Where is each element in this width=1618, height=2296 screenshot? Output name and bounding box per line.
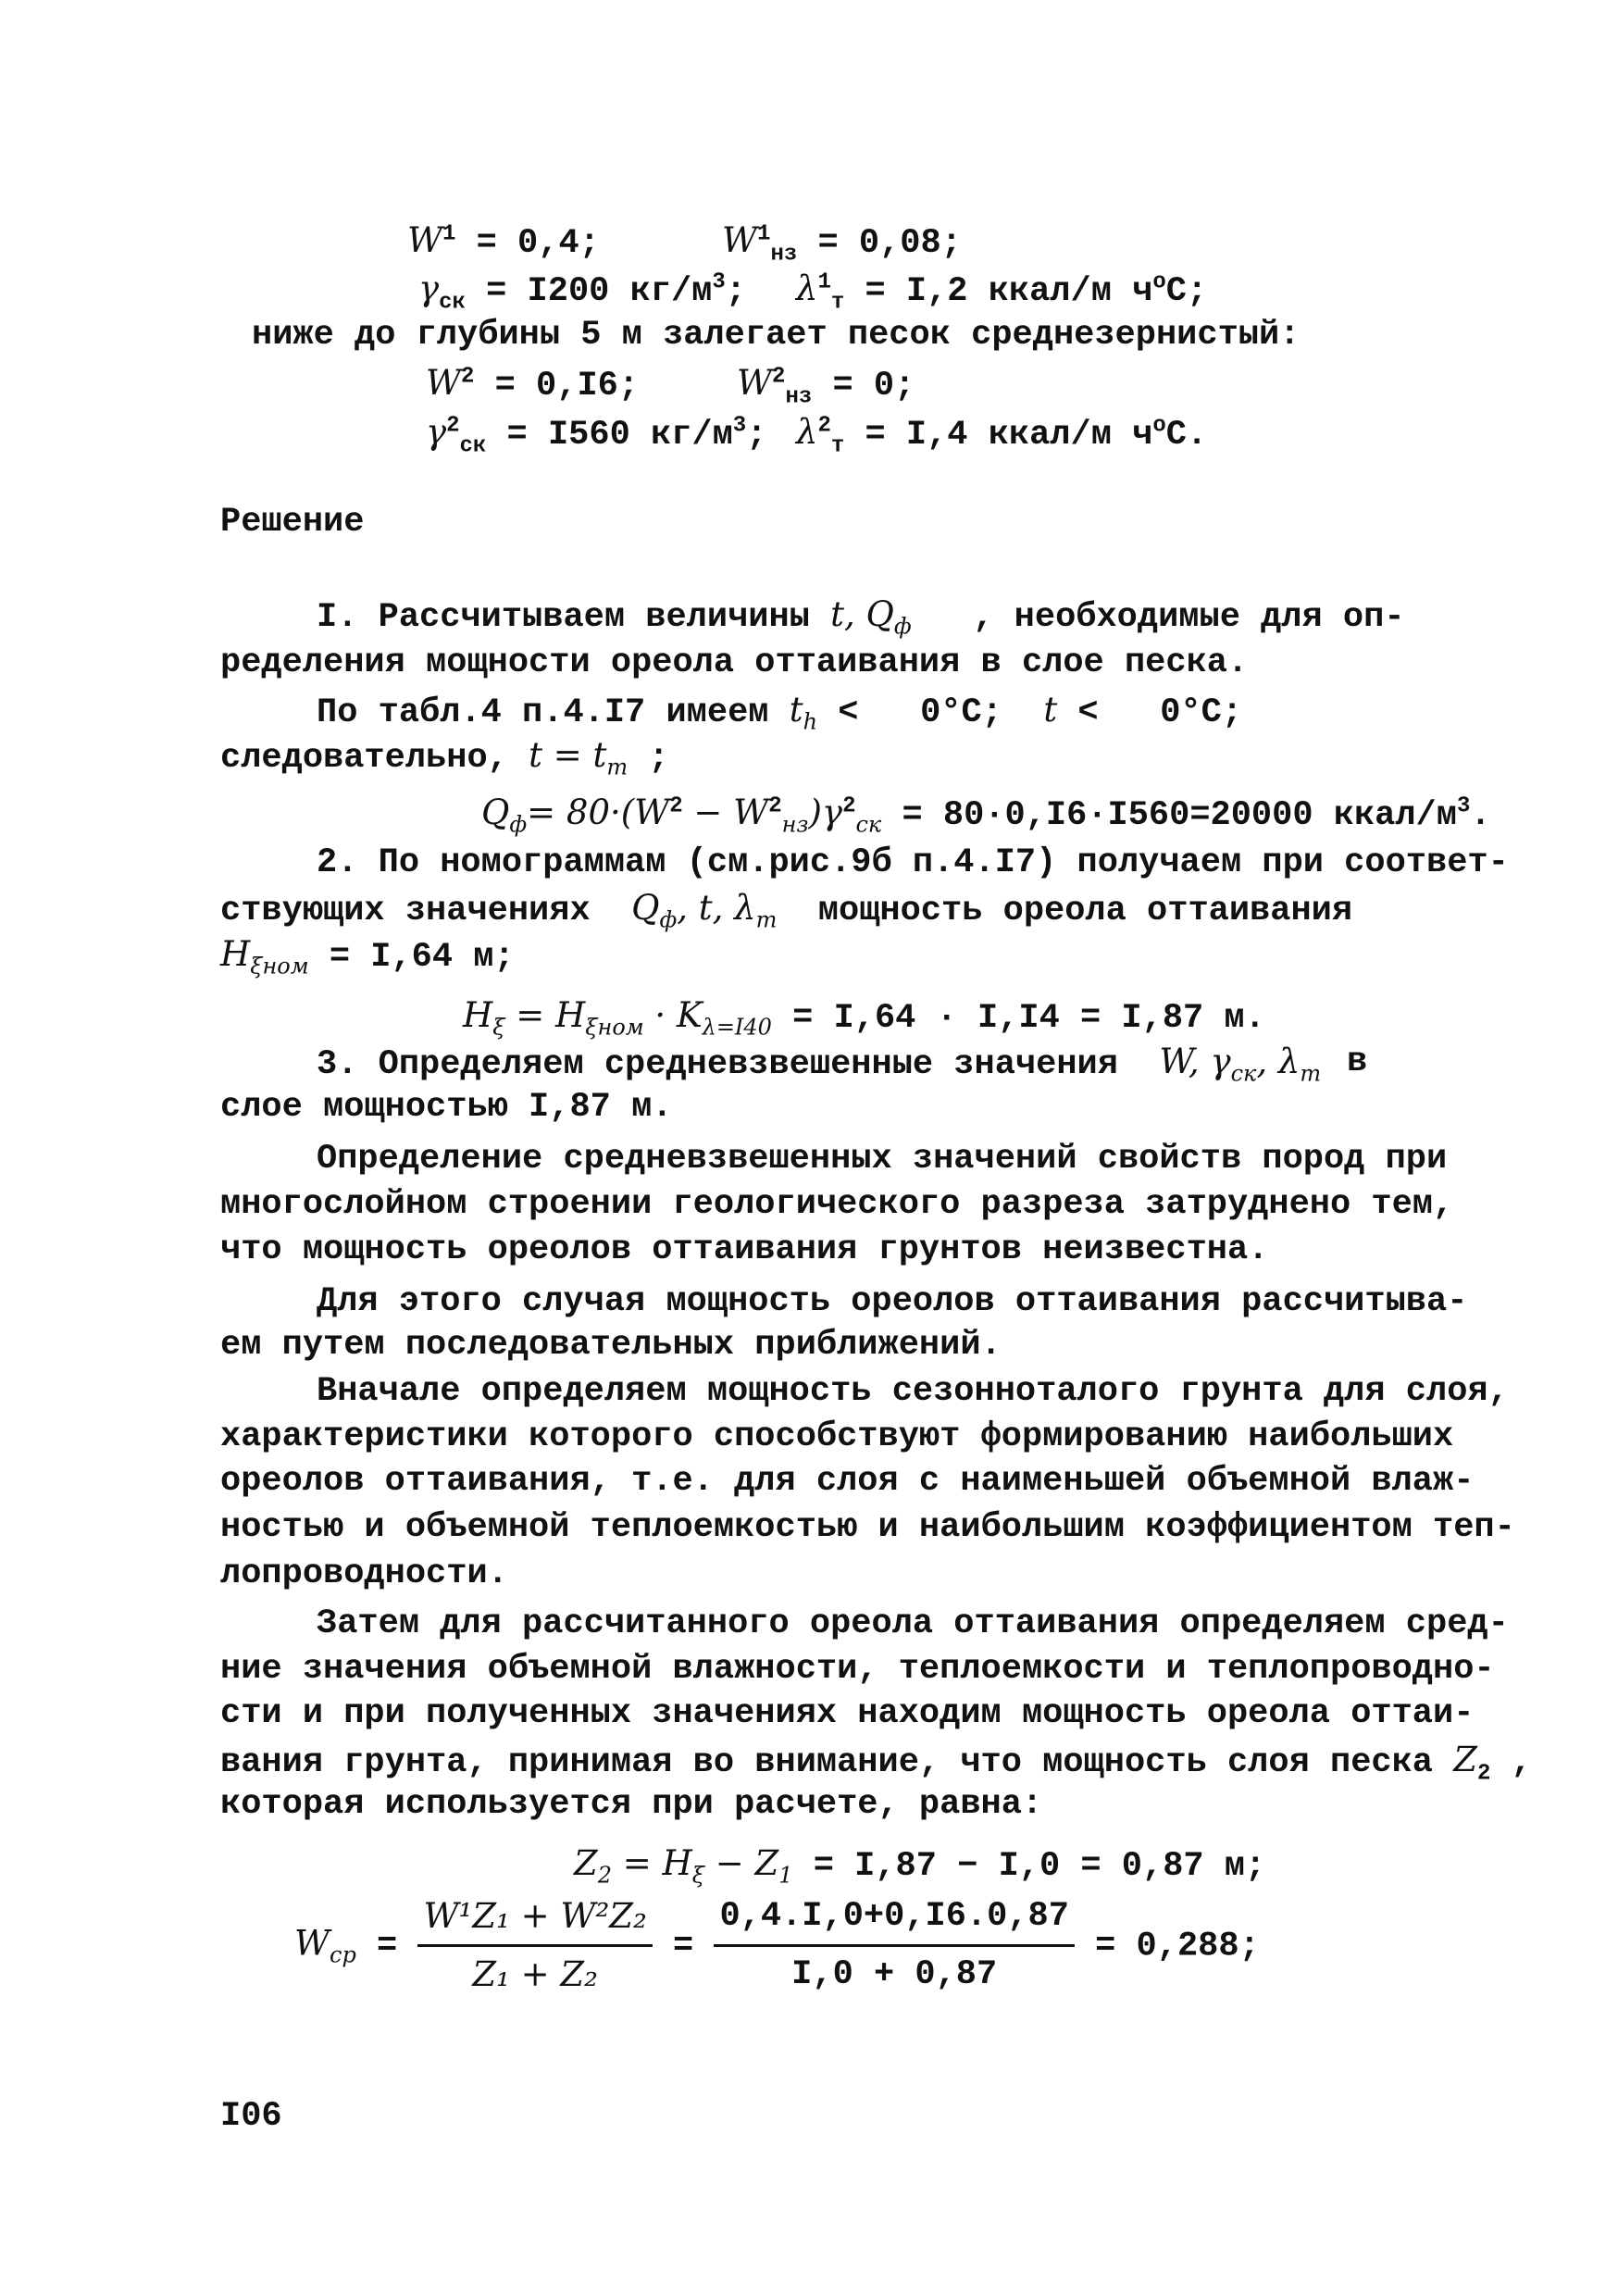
- var: λ: [796, 412, 818, 452]
- sup: 3: [1456, 793, 1471, 819]
- paragraph-line: Для этого случая мощность ореолов оттаивания рассчитыва-: [317, 1282, 1468, 1321]
- var: Q: [481, 792, 510, 832]
- paragraph-line: [220, 1738, 1532, 1785]
- sub: т: [755, 906, 778, 933]
- var: W: [737, 363, 773, 403]
- numerator: 0,4.I,0+0,I6.0,87: [714, 1889, 1074, 1947]
- sup: 2: [768, 793, 782, 819]
- value: = 80·0,I6·I560=20000 ккал/м: [902, 796, 1457, 835]
- step2-line2: [220, 886, 1352, 933]
- sub: ξ: [492, 1014, 505, 1041]
- given-wnz1: [722, 218, 962, 266]
- text: ;: [628, 739, 669, 778]
- var: t: [1043, 690, 1058, 730]
- sup: 1: [817, 269, 831, 295]
- text: 3. Определяем средневзвешенные значения: [317, 1045, 1118, 1084]
- expr: )γ: [808, 792, 843, 832]
- sub: 1: [778, 1862, 793, 1889]
- sub: нз: [781, 811, 809, 838]
- value: C.: [1165, 416, 1208, 455]
- sub: т: [830, 290, 845, 316]
- text: ствующих значениях: [220, 892, 591, 930]
- text: ,: [1511, 1743, 1532, 1782]
- expr: = H: [504, 995, 586, 1035]
- value: ;: [725, 272, 747, 311]
- var: γ: [418, 268, 440, 308]
- sub: т: [606, 754, 629, 780]
- expr: =: [355, 1927, 398, 1966]
- sup: 1: [442, 221, 456, 247]
- value: = I560 кг/м: [486, 416, 733, 455]
- step1-line2: ределения мощности ореола оттаивания в слое песка.: [220, 643, 1249, 682]
- sub: т: [1300, 1060, 1322, 1087]
- paragraph-line: сти и при полученных значениях находим мощность ореола оттаи-: [220, 1694, 1475, 1733]
- given-lambda1: [796, 267, 1207, 314]
- var: W: [294, 1923, 330, 1964]
- sub: 2: [1476, 1761, 1491, 1787]
- sub: ф: [893, 613, 912, 640]
- step1-line3: [317, 688, 1242, 735]
- denominator: I,0 + 0,87: [791, 1955, 998, 1994]
- sub: т: [830, 433, 845, 459]
- sub: ф: [659, 906, 678, 933]
- paragraph-line: характеристики которого способствуют формированию наибольших: [220, 1417, 1454, 1456]
- sub: ср: [330, 1941, 356, 1968]
- step3-line1-end: в: [1347, 1042, 1368, 1081]
- value: .: [1470, 796, 1491, 835]
- value: = 0;: [812, 367, 915, 406]
- text: По табл.4 п.4.I7 имеем: [317, 693, 769, 732]
- paragraph-line: Затем для рассчитанного ореола оттаивания определяем сред-: [317, 1604, 1509, 1643]
- sub: ск: [1230, 1060, 1257, 1087]
- vars: t, Q: [830, 594, 894, 634]
- paragraph-line: ностью и объемной теплоемкостью и наибольшим коэффициентом теп-: [220, 1508, 1515, 1547]
- var: t: [789, 690, 803, 730]
- numerator: W¹Z₁ + W²Z₂: [417, 1889, 652, 1947]
- below-line: ниже до глубины 5 м залегает песок среднезернистый:: [252, 316, 1301, 355]
- value: = I,87 − I,0 = 0,87 м;: [792, 1847, 1266, 1886]
- sub: ск: [459, 433, 487, 459]
- value: = I,64 м;: [308, 938, 515, 977]
- value: C;: [1165, 272, 1208, 311]
- var: H: [463, 995, 493, 1035]
- expr: = 80·(W: [527, 792, 670, 832]
- sup: o: [1152, 413, 1166, 439]
- fraction: [714, 1889, 1074, 2003]
- sub: ск: [855, 811, 882, 838]
- expr: = H: [612, 1843, 692, 1883]
- paragraph-line: ореолов оттаивания, т.е. для слоя с наименьшей объемной влаж-: [220, 1462, 1475, 1501]
- sub: ск: [439, 290, 466, 316]
- expr: · K: [643, 995, 703, 1035]
- sub: нз: [785, 384, 813, 410]
- value: = I,4 ккал/м ч: [844, 416, 1153, 455]
- paragraph-line: лопроводности.: [220, 1554, 508, 1593]
- paragraph-line: что мощность ореолов оттаивания грунтов неизвестна.: [220, 1230, 1269, 1269]
- expr: =: [652, 1927, 694, 1966]
- sub: ξном: [250, 953, 309, 980]
- sub: 2: [597, 1862, 612, 1889]
- var: W, γ: [1159, 1042, 1231, 1081]
- sup: 3: [732, 413, 747, 439]
- text: I. Рассчитываем величины: [317, 598, 810, 637]
- step3-line2: слое мощностью I,87 м.: [220, 1088, 673, 1127]
- sup: 2: [461, 364, 475, 390]
- sup: 3: [712, 269, 726, 295]
- text: вания грунта, принимая во внимание, что мощность слоя песка: [220, 1743, 1434, 1782]
- fraction: [417, 1889, 652, 2003]
- sub: ф: [509, 811, 528, 838]
- given-wnz2: [737, 361, 915, 408]
- value: = I200 кг/м: [465, 272, 713, 311]
- text: < 0°С;: [1057, 693, 1243, 732]
- value: ;: [746, 416, 767, 455]
- text: < 0°С;: [817, 693, 1002, 732]
- h-formula: [463, 993, 1265, 1041]
- paragraph-line: Определение средневзвешенных значений свойств пород при: [317, 1140, 1448, 1179]
- var: , t, λ: [677, 888, 756, 928]
- paragraph-line: многослойном строении геологического разреза затруднено тем,: [220, 1185, 1454, 1224]
- page-number: I06: [220, 2097, 282, 2136]
- given-lambda2: [796, 410, 1207, 457]
- sup: 2: [669, 793, 683, 819]
- paragraph-line: которая используется при расчете, равна:: [220, 1785, 1043, 1824]
- given-w2: [426, 361, 639, 408]
- var: W: [722, 220, 758, 260]
- given-gamma2: [426, 410, 766, 457]
- z-formula: [574, 1841, 1265, 1889]
- expr: − Z: [704, 1843, 779, 1883]
- value: = 0,288;: [1074, 1927, 1260, 1966]
- step2-line1: 2. По номограммам (см.рис.9б п.4.I7) получаем при соответ-: [317, 843, 1509, 882]
- sup: 2: [817, 413, 831, 439]
- value: = 0,08;: [797, 224, 962, 263]
- expr: − W: [682, 792, 769, 832]
- paragraph-line: ем путем последовательных приближений.: [220, 1326, 1002, 1365]
- var: γ: [426, 412, 447, 452]
- var: Z: [1453, 1740, 1477, 1779]
- solution-heading: Решение: [220, 503, 365, 542]
- value: = 0,I6;: [474, 367, 640, 406]
- value: = 0,4;: [455, 224, 600, 263]
- paragraph-line: Вначале определяем мощность сезонноталого грунта для слоя,: [317, 1372, 1509, 1411]
- value: = I,64 · I,I4 = I,87 м.: [771, 999, 1265, 1038]
- sup: 1: [757, 221, 771, 247]
- text: , необходимые для оп-: [911, 598, 1405, 637]
- sub: λ=I40: [702, 1014, 772, 1041]
- step3-line1: [317, 1040, 1321, 1087]
- sub: h: [803, 708, 818, 735]
- qf-formula: [481, 791, 1491, 838]
- sup: 2: [842, 793, 856, 819]
- var: W: [426, 363, 462, 403]
- given-w1: [407, 218, 600, 266]
- sub: ξном: [585, 1014, 644, 1041]
- step1-line1: [317, 593, 1405, 640]
- var: W: [407, 220, 443, 260]
- w-formula: [294, 1889, 1260, 2003]
- var: , λ: [1256, 1042, 1301, 1081]
- denominator: Z₁ + Z₂: [472, 1954, 598, 1994]
- text: следовательно,: [220, 739, 508, 778]
- sub: ξ: [691, 1862, 705, 1889]
- paragraph-line: ние значения объемной влажности, теплоемкости и теплопроводно-: [220, 1650, 1495, 1689]
- sup: o: [1152, 269, 1166, 295]
- text: мощность ореола оттаивания: [777, 892, 1353, 930]
- step1-line4: [220, 733, 669, 780]
- step2-line3: [220, 932, 515, 980]
- var: t = t: [529, 735, 607, 775]
- given-gamma1: [418, 267, 746, 314]
- var: H: [220, 934, 251, 974]
- sup: 2: [772, 364, 786, 390]
- value: = I,2 ккал/м ч: [844, 272, 1153, 311]
- var: λ: [796, 268, 818, 308]
- sub: нз: [770, 242, 798, 268]
- sup: 2: [446, 413, 460, 439]
- var: Z: [574, 1843, 598, 1883]
- var: Q: [631, 888, 660, 928]
